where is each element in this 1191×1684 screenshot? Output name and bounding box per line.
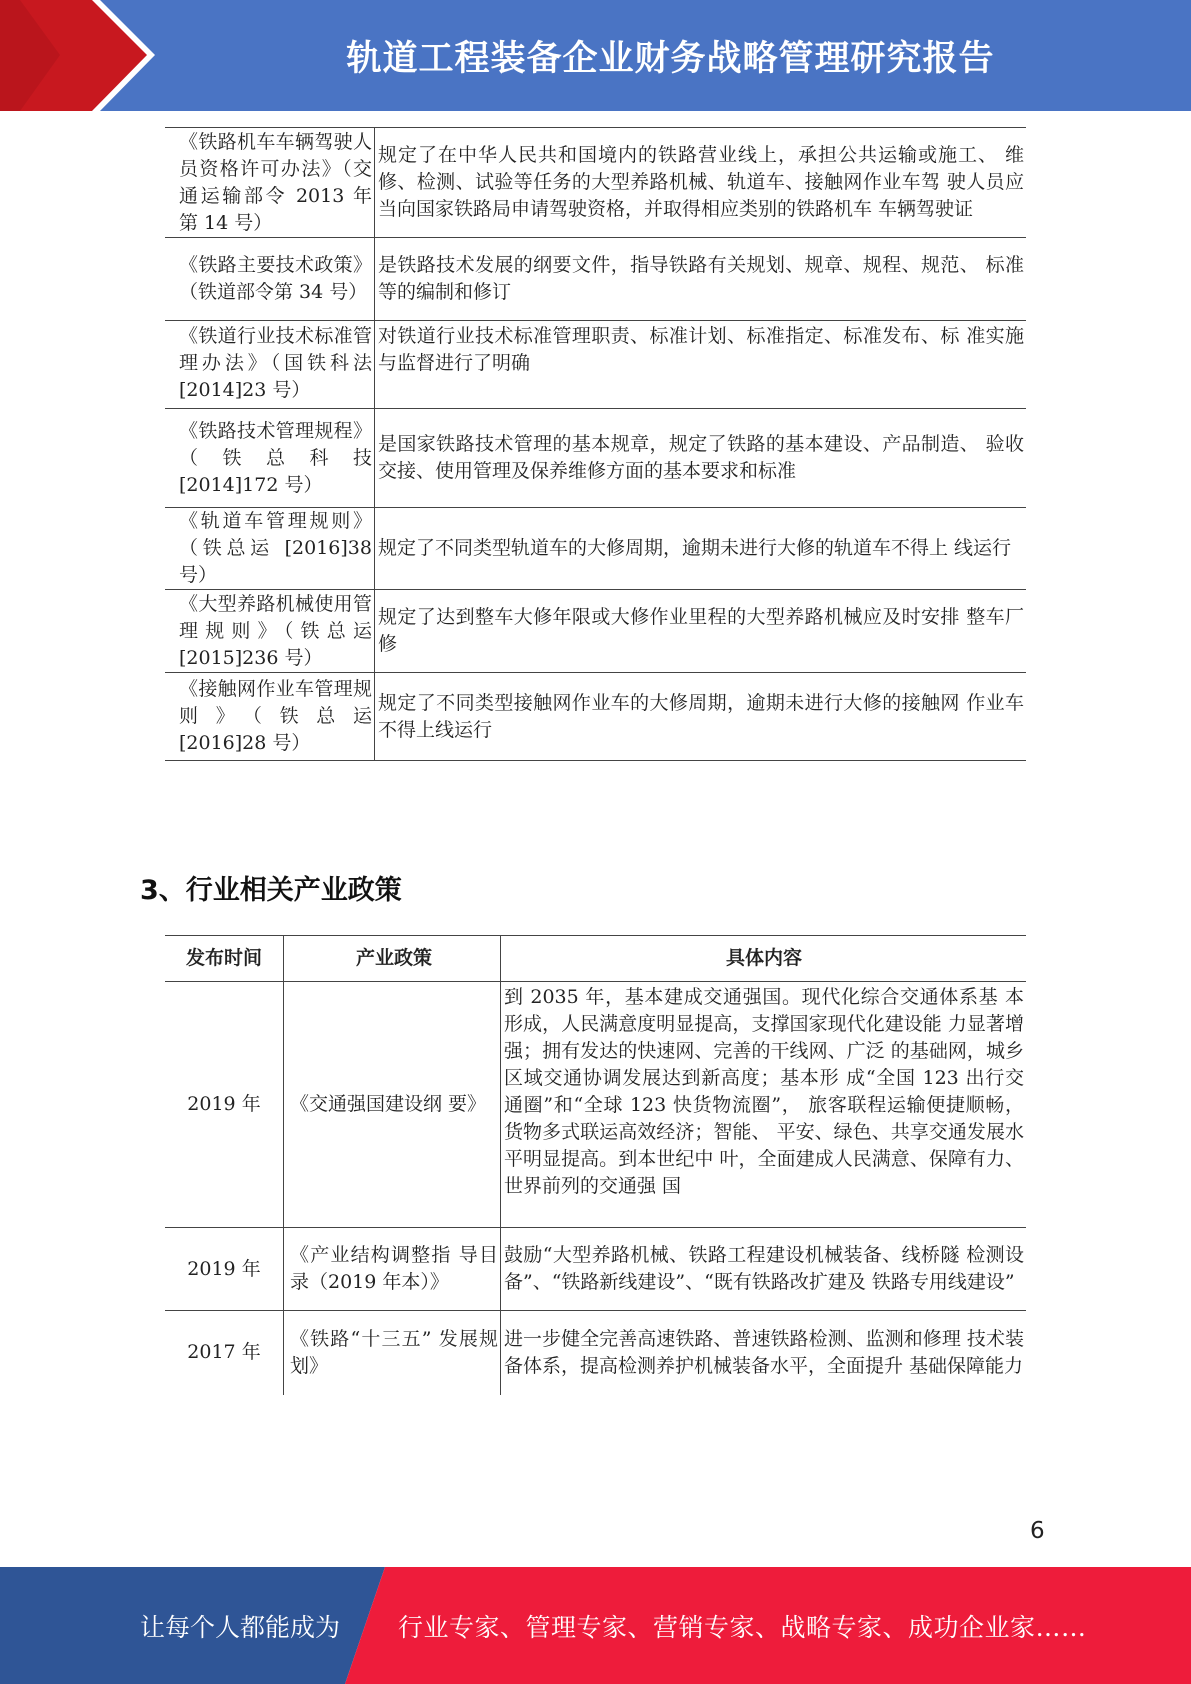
footer-slogan-right: 行业专家、管理专家、营销专家、战略专家、成功企业家…… — [398, 1612, 1087, 1642]
table-row — [165, 238, 1026, 321]
table-header-row — [165, 936, 1026, 982]
page-header — [0, 0, 1191, 111]
policy-time: 2019 年 — [165, 1228, 284, 1311]
regulation-content: 是国家铁路技术管理的基本规章，规定了铁路的基本建设、产品制造、 验收交接、使用管理及保养维修方面的基本要求和标准 — [375, 409, 1027, 508]
regulations-table — [165, 127, 1026, 761]
table-row — [165, 409, 1026, 508]
regulation-name: 《铁路主要技术政策》（铁道部令第 34 号） — [165, 238, 375, 321]
policy-table — [165, 935, 1026, 1395]
policy-name: 《铁路“十三五” 发展规划》 — [284, 1311, 501, 1395]
footer-slogan-left: 让每个人都能成为 — [140, 1612, 341, 1642]
section-title: 3、行业相关产业政策 — [140, 875, 402, 906]
policy-content: 到 2035 年，基本建成交通强国。现代化综合交通体系基 本形成，人民满意度明显提高，支撑国家现代化建设能 力显著增强；拥有发达的快速网、完善的干线网、广泛 的基础网，城乡区域交通协调发展达到新高度；基本形 成“全国 123 出行交通圈”和“全球 123 快货物流圈”， 旅客联程运输便捷顺畅，货物多式联运高效经济；智能、 平安、绿色、共享交通发展水平明显提高。到本世纪中 叶，全面建成人民满意、保障有力、世界前列的交通强 国 — [501, 982, 1027, 1228]
table-row — [165, 982, 1026, 1228]
table-row — [165, 590, 1026, 673]
report-title: 轨道工程装备企业财务战略管理研究报告 — [346, 38, 995, 79]
regulation-content: 规定了不同类型接触网作业车的大修周期，逾期未进行大修的接触网 作业车不得上线运行 — [375, 673, 1027, 761]
page-footer — [0, 1567, 1191, 1684]
regulation-name: 《铁道行业技术标准管理办法》（国铁科法[2014]23 号） — [165, 321, 375, 409]
regulation-content: 是铁路技术发展的纲要文件，指导铁路有关规划、规章、规程、规范、 标准等的编制和修订 — [375, 238, 1027, 321]
page-number: 6 — [1030, 1518, 1045, 1544]
policy-time: 2017 年 — [165, 1311, 284, 1395]
regulation-content: 规定了不同类型轨道车的大修周期，逾期未进行大修的轨道车不得上 线运行 — [375, 508, 1027, 590]
regulation-content: 规定了达到整车大修年限或大修作业里程的大型养路机械应及时安排 整车厂修 — [375, 590, 1027, 673]
regulation-name: 《铁路技术管理规程》（铁总科技 [2014]172 号） — [165, 409, 375, 508]
table-row — [165, 1228, 1026, 1311]
table-row — [165, 321, 1026, 409]
column-header-time: 发布时间 — [165, 936, 284, 982]
regulation-name: 《轨道车管理规则》（铁总运 [2016]38 号） — [165, 508, 375, 590]
policy-content: 进一步健全完善高速铁路、普速铁路检测、监测和修理 技术装备体系，提高检测养护机械装备水平，全面提升 基础保障能力 — [501, 1311, 1027, 1395]
regulation-content: 规定了在中华人民共和国境内的铁路营业线上，承担公共运输或施工、 维修、检测、试验等任务的大型养路机械、轨道车、接触网作业车驾 驶人员应当向国家铁路局申请驾驶资格，并取得相应类别的铁路机车 车辆驾驶证 — [375, 128, 1027, 238]
regulation-name: 《接触网作业车管理规则》（铁总运 [2016]28 号） — [165, 673, 375, 761]
table-row — [165, 128, 1026, 238]
policy-name: 《交通强国建设纲 要》 — [284, 982, 501, 1228]
policy-content: 鼓励“大型养路机械、铁路工程建设机械装备、线桥隧 检测设备”、“铁路新线建设”、“既有铁路改扩建及 铁路专用线建设” — [501, 1228, 1027, 1311]
regulation-name: 《铁路机车车辆驾驶人员资格许可办法》（交通运输部令 2013 年第 14 号） — [165, 128, 375, 238]
table-row — [165, 508, 1026, 590]
regulation-name: 《大型养路机械使用管理规则》（铁总运[2015]236 号） — [165, 590, 375, 673]
column-header-content: 具体内容 — [501, 936, 1027, 982]
policy-name: 《产业结构调整指 导目录（2019 年本）》 — [284, 1228, 501, 1311]
table-row — [165, 673, 1026, 761]
column-header-policy: 产业政策 — [284, 936, 501, 982]
table-row — [165, 1311, 1026, 1395]
policy-time: 2019 年 — [165, 982, 284, 1228]
regulation-content: 对铁道行业技术标准管理职责、标准计划、标准指定、标准发布、标 准实施与监督进行了明确 — [375, 321, 1027, 409]
